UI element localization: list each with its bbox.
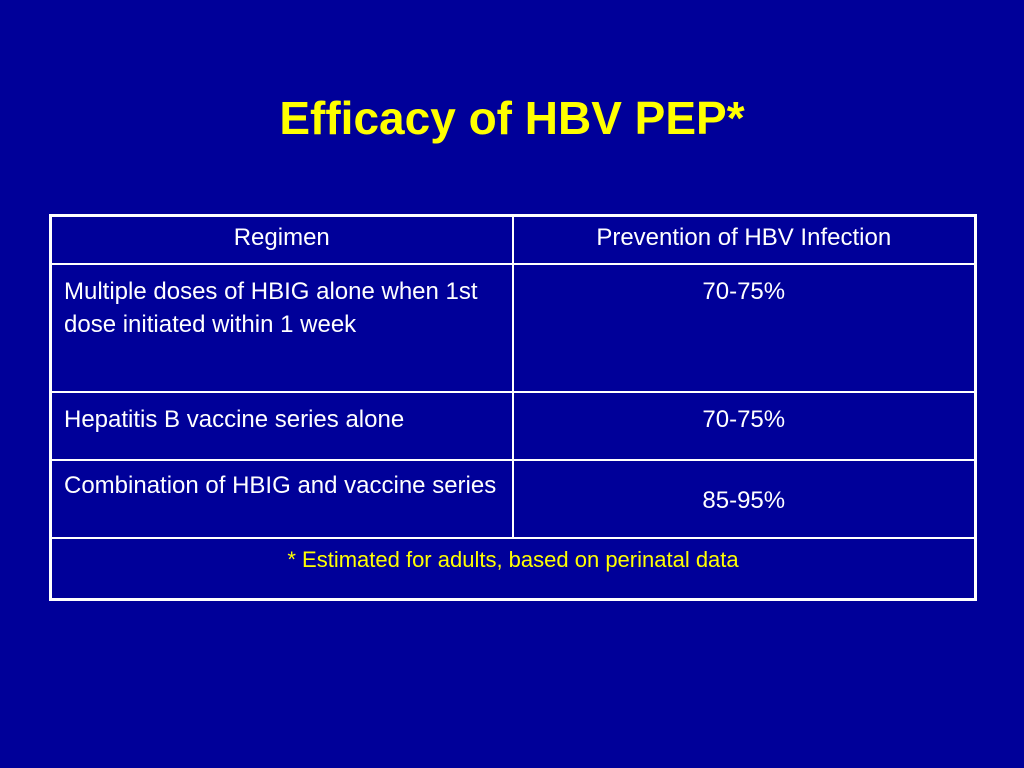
footnote-row [51,538,976,600]
prevention-cell: 85-95% [513,460,976,538]
regimen-cell: Hepatitis B vaccine series alone [51,392,513,460]
prevention-cell: 70-75% [513,264,976,392]
regimen-cell: Multiple doses of HBIG alone when 1st dose initiated within 1 week [51,264,513,392]
footnote: * Estimated for adults, based on perinatal data [51,538,976,600]
table-row [51,264,976,392]
prevention-cell: 70-75% [513,392,976,460]
header-prevention: Prevention of HBV Infection [513,216,976,264]
table-row [51,392,976,460]
table-row [51,460,976,538]
slide-title: Efficacy of HBV PEP* [279,92,745,144]
regimen-cell: Combination of HBIG and vaccine series [51,460,513,538]
efficacy-table [49,214,977,601]
header-regimen: Regimen [51,216,513,264]
table-header-row [51,216,976,264]
